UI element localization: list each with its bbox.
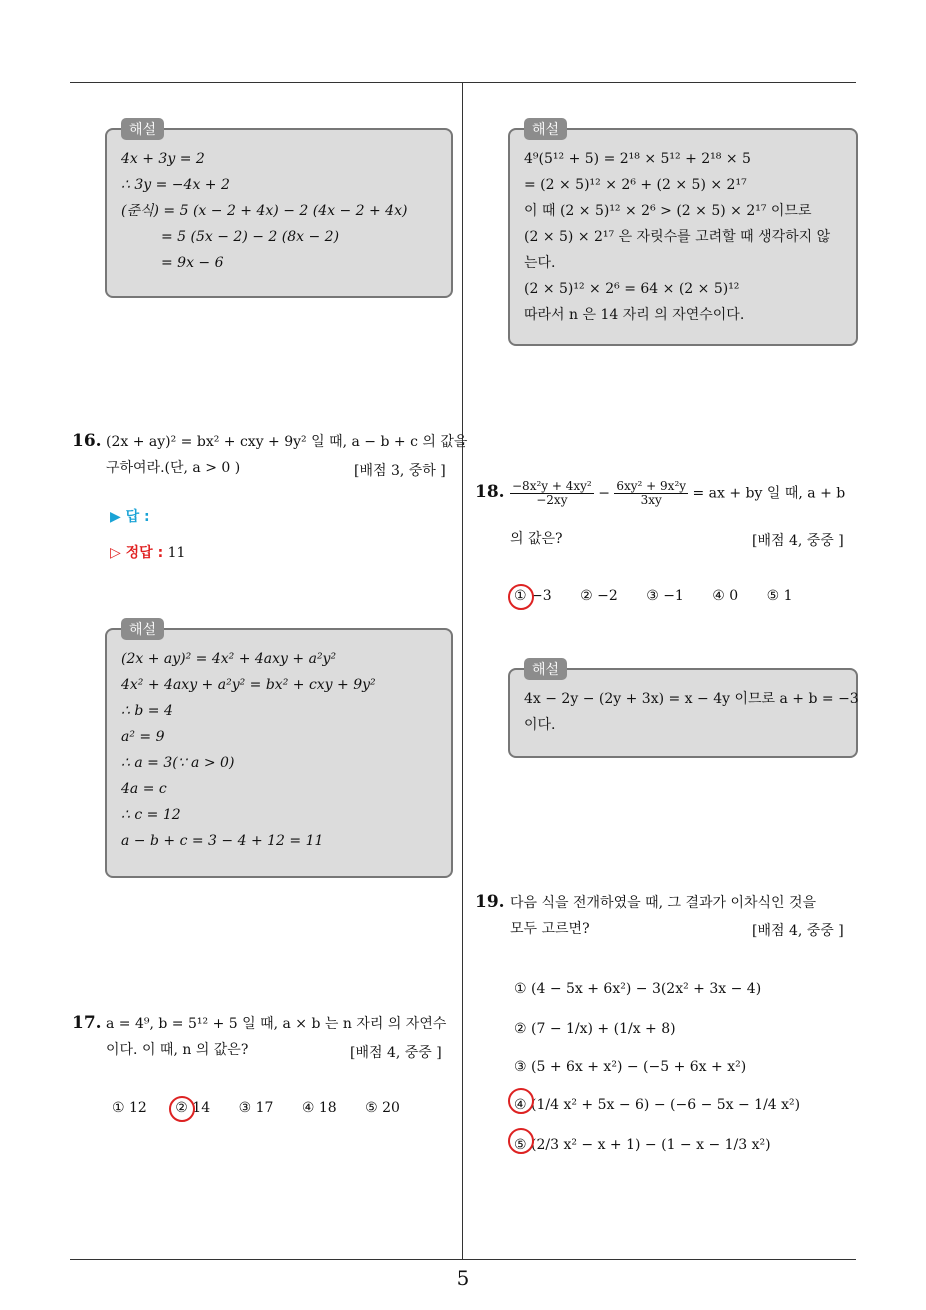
option-2[interactable]: ② −2 xyxy=(580,588,618,604)
question-19-line2: 모두 고르면? xyxy=(510,921,590,937)
box-line: (준식) = 5 (x − 2 + 4x) − 2 (4x − 2 + 4x) xyxy=(121,203,408,219)
box-line: 이다. xyxy=(524,717,556,733)
question-17-line1: a = 4⁹, b = 5¹² + 5 일 때, a × b 는 n 자리 의 자연수 xyxy=(106,1016,447,1032)
option-4[interactable]: ④ 0 xyxy=(712,588,739,604)
option-3[interactable]: ③ −1 xyxy=(646,588,684,604)
column-divider xyxy=(462,83,463,1259)
explanation-tag: 해설 xyxy=(524,658,567,680)
explanation-box-18 xyxy=(508,662,859,758)
question-16-grade: [배점 3, 중하 ] xyxy=(354,463,446,479)
box-line: = 9x − 6 xyxy=(161,255,224,271)
box-line: ∴ c = 12 xyxy=(121,807,181,823)
box-line: 이 때 (2 × 5)¹² × 2⁶ > (2 × 5) × 2¹⁷ 이므로 xyxy=(524,203,812,219)
box-line: 4x + 3y = 2 xyxy=(121,151,205,167)
selected-circle-mark xyxy=(169,1096,195,1122)
explanation-tag: 해설 xyxy=(121,118,164,140)
question-16-line1: (2x + ay)² = bx² + cxy + 9y² 일 때, a − b + c 의 값을 xyxy=(106,434,468,450)
page-number: 5 xyxy=(456,1266,470,1290)
option-5[interactable]: ⑤ 1 xyxy=(766,588,793,604)
box-line: = 5 (5x − 2) − 2 (8x − 2) xyxy=(161,229,340,245)
question-number-16: 16. xyxy=(72,431,102,451)
option-5[interactable]: ⑤ (2/3 x² − x + 1) − (1 − x − 1/3 x²) xyxy=(514,1132,771,1158)
question-number-19: 19. xyxy=(475,892,505,912)
question-16-line2: 구하여라.(단, a > 0 ) xyxy=(106,460,241,476)
explanation-tag: 해설 xyxy=(524,118,567,140)
fraction-2: $\frac{\text{6xy² + 9x²y}}{3xy}$ xyxy=(616,479,687,507)
option-1[interactable]: ① 12 xyxy=(112,1100,147,1116)
box-line: ∴ 3y = −4x + 2 xyxy=(121,177,230,193)
box-line: 4a = c xyxy=(121,781,167,797)
box-line: 4⁹(5¹² + 5) = 2¹⁸ × 5¹² + 2¹⁸ × 5 xyxy=(524,151,751,167)
correct-answer-value: 11 xyxy=(167,545,186,561)
correct-answer-label: ▷ 정답 : xyxy=(110,545,164,561)
question-number-18: 18. xyxy=(475,482,505,502)
question-17-grade: [배점 4, 중중 ] xyxy=(350,1045,442,1061)
question-17-line2: 이다. 이 때, n 의 값은? xyxy=(106,1042,249,1058)
box-line: a² = 9 xyxy=(121,729,165,745)
option-1[interactable]: ① −3 xyxy=(514,588,552,604)
question-18-grade: [배점 4, 중중 ] xyxy=(752,533,844,549)
option-3[interactable]: ③ 17 xyxy=(238,1100,274,1116)
answer-input-label[interactable]: ▶ 답 : xyxy=(110,509,150,525)
question-18-line2: 의 값은? xyxy=(510,531,563,547)
fraction-1: $\frac{\text{−8x²y + 4xy²}}{-2xy}$ xyxy=(512,479,592,507)
option-1[interactable]: ① (4 − 5x + 6x²) − 3(2x² + 3x − 4) xyxy=(514,981,762,997)
box-line: 는다. xyxy=(524,255,556,271)
explanation-tag: 해설 xyxy=(121,618,164,640)
box-line: ∴ a = 3(∵ a > 0) xyxy=(121,755,235,771)
box-line: 따라서 n 은 14 자리 의 자연수이다. xyxy=(524,307,745,323)
option-4[interactable]: ④ (1/4 x² + 5x − 6) − (−6 − 5x − 1/4 x²) xyxy=(514,1092,800,1118)
box-line: 4x − 2y − (2y + 3x) = x − 4y 이므로 a + b = −3 xyxy=(524,691,859,707)
question-18-options xyxy=(514,588,817,604)
box-line: a − b + c = 3 − 4 + 12 = 11 xyxy=(121,833,324,849)
box-line: 4x² + 4axy + a²y² = bx² + cxy + 9y² xyxy=(121,677,376,693)
question-19-grade: [배점 4, 중중 ] xyxy=(752,923,844,939)
box-line: (2 × 5) × 2¹⁷ 은 자릿수를 고려할 때 생각하지 않 xyxy=(524,229,831,245)
explanation-box-17 xyxy=(508,122,858,346)
option-2[interactable]: ② (7 − 1/x) + (1/x + 8) xyxy=(514,1021,676,1037)
selected-circle-mark xyxy=(508,1128,534,1154)
question-number-17: 17. xyxy=(72,1013,102,1033)
correct-answer xyxy=(110,542,185,562)
option-2[interactable]: ② 14 xyxy=(175,1100,210,1116)
box-line: (2 × 5)¹² × 2⁶ = 64 × (2 × 5)¹² xyxy=(524,281,740,297)
selected-circle-mark xyxy=(508,584,534,610)
option-4[interactable]: ④ 18 xyxy=(301,1100,337,1116)
option-5[interactable]: ⑤ 20 xyxy=(365,1100,400,1116)
explanation-box-15 xyxy=(105,122,453,298)
question-17-options xyxy=(112,1100,424,1116)
question-19-line1: 다음 식을 전개하였을 때, 그 결과가 이차식인 것을 xyxy=(510,895,817,911)
box-line: ∴ b = 4 xyxy=(121,703,173,719)
explanation-box-16 xyxy=(105,622,453,878)
box-line: (2x + ay)² = 4x² + 4axy + a²y² xyxy=(121,651,337,667)
top-rule xyxy=(70,82,856,83)
option-3[interactable]: ③ (5 + 6x + x²) − (−5 + 6x + x²) xyxy=(514,1059,747,1075)
bottom-rule xyxy=(70,1259,856,1260)
box-line: = (2 × 5)¹² × 2⁶ + (2 × 5) × 2¹⁷ xyxy=(524,177,747,193)
question-18-line1: $\frac{\text{−8x²y + 4xy²}}{-2xy}$ − $\frac{\text{6xy² + 9x²y}}{3xy}$ = ax + by 일 때, a + b xyxy=(512,479,846,507)
selected-circle-mark xyxy=(508,1088,534,1114)
